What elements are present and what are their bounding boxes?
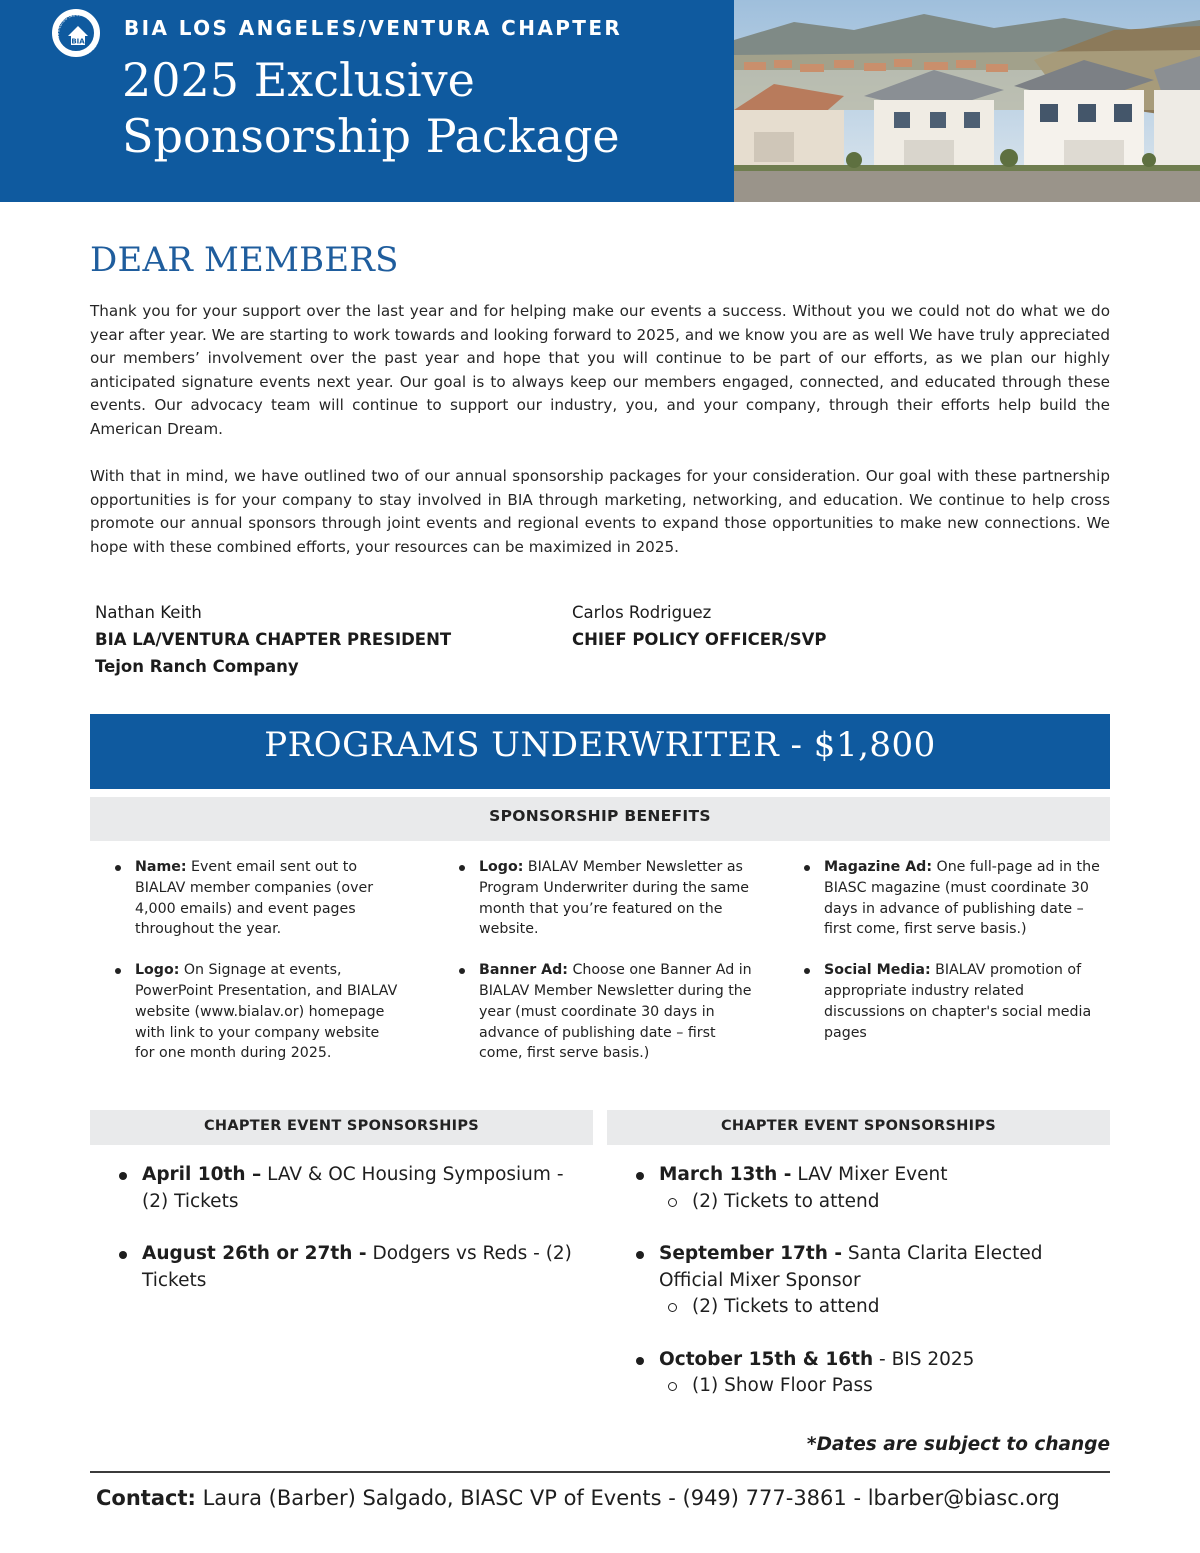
- benefit-text: BIALAV promotion of appropriate industry related discussions on chapter's social media pages: [824, 962, 1092, 1041]
- event-text: - BIS 2025: [873, 1348, 975, 1370]
- benefits-column-1: [113, 857, 398, 1084]
- benefit-item: [457, 960, 757, 1064]
- page-title: [122, 52, 620, 164]
- contact-label: Contact:: [96, 1486, 196, 1510]
- signature-title: BIA LA/VENTURA CHAPTER PRESIDENT: [95, 630, 452, 649]
- event-text: LAV Mixer Event: [791, 1164, 948, 1185]
- event-sub-item: (2) Tickets to attend: [659, 1189, 1092, 1216]
- event-item: [115, 1162, 575, 1215]
- event-date: March 13th -: [659, 1164, 792, 1185]
- benefit-item: [457, 857, 757, 940]
- signature-president: [95, 599, 451, 680]
- benefits-heading: SPONSORSHIP BENEFITS: [90, 797, 1110, 841]
- seal-mark: BIA: [71, 37, 85, 46]
- benefits-column-3: [802, 857, 1102, 1063]
- title-line-2: Sponsorship Package: [122, 109, 620, 163]
- event-item: [115, 1241, 575, 1294]
- event-text: Dodgers vs Reds - (2) Tickets: [142, 1243, 572, 1291]
- event-sub-item: (2) Tickets to attend: [659, 1294, 1092, 1321]
- benefit-label: Magazine Ad:: [824, 859, 933, 875]
- benefit-text: Event email sent out to BIALAV member companies (over 4,000 emails) and event pages throughout the year.: [135, 859, 374, 938]
- title-line-1: 2025 Exclusive: [122, 53, 475, 107]
- contact-line: [96, 1486, 1060, 1510]
- event-date: April 10th –: [142, 1164, 262, 1185]
- benefit-text: BIALAV Member Newsletter as Program Underwriter during the same month that you’re featured on the website.: [479, 859, 750, 938]
- benefit-label: Name:: [135, 859, 187, 875]
- events-list-left: [115, 1162, 575, 1320]
- signature-title: CHIEF POLICY OFFICER/SVP: [572, 630, 827, 649]
- benefit-text: One full-page ad in the BIASC magazine (must coordinate 30 days in advance of publishing date – first come, first serve basis.): [824, 859, 1100, 938]
- benefit-label: Banner Ad:: [479, 962, 568, 979]
- event-date: August 26th or 27th -: [142, 1243, 367, 1264]
- header-banner: [0, 0, 1200, 202]
- dates-note: *Dates are subject to change: [806, 1434, 1110, 1455]
- events-heading-right: CHAPTER EVENT SPONSORSHIPS: [607, 1110, 1110, 1145]
- benefit-item: [802, 960, 1102, 1043]
- benefit-label: Logo:: [135, 962, 180, 979]
- benefits-column-2: [457, 857, 757, 1084]
- events-list-right: [632, 1162, 1092, 1426]
- chapter-name: BIA LOS ANGELES/VENTURA CHAPTER: [124, 16, 623, 40]
- bia-seal-icon: [52, 9, 100, 57]
- seal-text: BUILDING INDUSTRY ASSOCIATION OF SOUTHERN CALIFORN: [55, 12, 101, 58]
- letter-paragraph-1: Thank you for your support over the last year and for helping make our events a success. Without you we could not do what we do year after year. We are starting to work towards and looking forward to 2025, and we know you are as well We have truly appreciated our members’ involvement over the past year and hope that you will continue to be part of our efforts, as we plan our highly anticipated signature events next year. Our goal is to always keep our members engaged, connected, and educated through these events. Our advocacy team will continue to support our industry, you, and your company, through their efforts help build the American Dream.: [90, 302, 1110, 438]
- event-date: September 17th -: [659, 1243, 843, 1264]
- signature-policy-officer: [572, 599, 827, 653]
- contact-text: Laura (Barber) Salgado, BIASC VP of Events - (949) 777-3861 - lbarber@biasc.org: [195, 1486, 1060, 1510]
- event-text: LAV & OC Housing Symposium - (2) Tickets: [142, 1164, 564, 1212]
- benefit-text: On Signage at events, PowerPoint Presentation, and BIALAV website (www.bialav.or) homepage with link to your company website for one month during 2025.: [135, 962, 398, 1062]
- signature-name: Nathan Keith: [95, 603, 202, 622]
- event-item: [632, 1347, 1092, 1400]
- benefit-item: [113, 960, 398, 1064]
- events-heading-left: CHAPTER EVENT SPONSORSHIPS: [90, 1110, 593, 1145]
- footer-divider: [90, 1471, 1110, 1473]
- housing-development-photo: [734, 0, 1200, 202]
- benefit-item: [113, 857, 398, 940]
- letter-paragraph-2: With that in mind, we have outlined two of our annual sponsorship packages for your consideration. Our goal with these partnership opportunities is for your company to stay involved in BIA through marketing, networking, and education. We continue to help cross promote our annual sponsors through joint events and regional events to expand those opportunities to make new connections. We hope with these combined efforts, your resources can be maximized in 2025.: [90, 467, 1110, 556]
- package-title: PROGRAMS UNDERWRITER - $1,800: [90, 714, 1110, 789]
- benefit-label: Logo:: [479, 859, 524, 875]
- benefit-label: Social Media:: [824, 962, 931, 979]
- benefit-text: Choose one Banner Ad in BIALAV Member Newsletter during the year (must coordinate 30 days in advance of publishing date – first come, first serve basis.): [479, 962, 752, 1062]
- event-item: [632, 1162, 1092, 1215]
- event-sub-item: (1) Show Floor Pass: [659, 1373, 1092, 1400]
- letter-heading: DEAR MEMBERS: [90, 240, 399, 280]
- event-item: [632, 1241, 1092, 1321]
- signature-company: Tejon Ranch Company: [95, 657, 299, 676]
- signature-name: Carlos Rodriguez: [572, 603, 712, 622]
- event-date: October 15th & 16th: [659, 1348, 874, 1370]
- benefit-item: [802, 857, 1102, 940]
- event-text: Santa Clarita Elected Official Mixer Sponsor: [659, 1243, 1043, 1291]
